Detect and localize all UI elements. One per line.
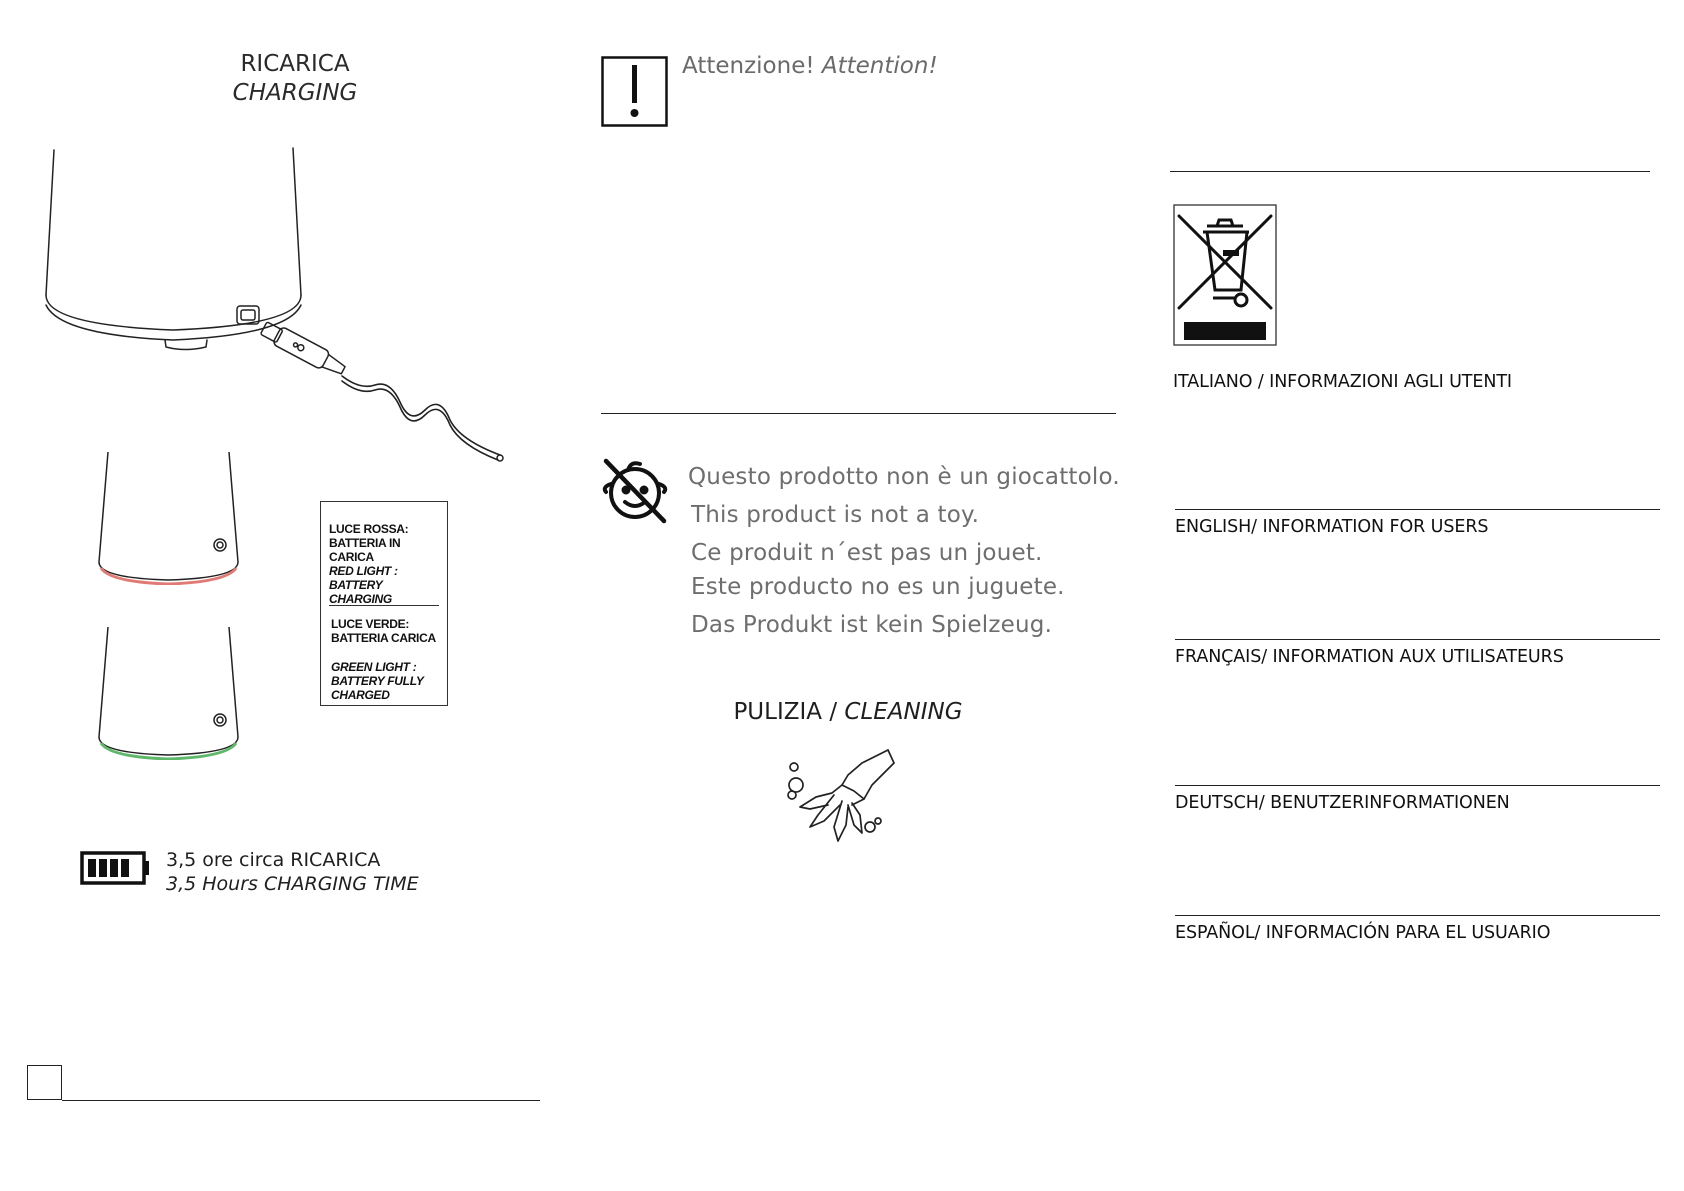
legend-red-it-line1: LUCE ROSSA: bbox=[329, 522, 409, 536]
legend-red-en-line1: RED LIGHT : bbox=[329, 564, 398, 578]
legend-green-en bbox=[331, 660, 447, 702]
legend-green-it bbox=[331, 617, 447, 645]
lang-italiano: ITALIANO / INFORMAZIONI AGLI UTENTI bbox=[1173, 372, 1512, 392]
page-number-box bbox=[27, 1065, 62, 1100]
lang-deutsch: DEUTSCH/ BENUTZERINFORMATIONEN bbox=[1175, 793, 1510, 813]
not-a-toy-de: Das Produkt ist kein Spielzeug. bbox=[691, 612, 1053, 638]
middle-rule bbox=[601, 413, 1116, 414]
lamp-red-light-illustration bbox=[90, 450, 250, 585]
light-legend-box bbox=[320, 501, 448, 706]
lamp-charging-illustration bbox=[30, 140, 520, 470]
legend-green-en-line2: BATTERY FULLY bbox=[331, 674, 424, 688]
attention-it: Attenzione! bbox=[682, 53, 815, 79]
charging-time-it: 3,5 ore circa RICARICA bbox=[166, 849, 381, 871]
charging-time-en: 3,5 Hours CHARGING TIME bbox=[166, 873, 419, 895]
legend-divider bbox=[329, 605, 439, 606]
lang-francais: FRANÇAIS/ INFORMATION AUX UTILISATEURS bbox=[1175, 647, 1564, 667]
not-a-toy-fr: Ce produit n´est pas un jouet. bbox=[691, 540, 1043, 566]
legend-red-it bbox=[329, 522, 445, 564]
legend-green-en-line1: GREEN LIGHT : bbox=[331, 660, 417, 674]
attention-heading bbox=[682, 53, 938, 79]
rule-english bbox=[1175, 509, 1660, 510]
legend-green-it-line1: LUCE VERDE: bbox=[331, 617, 410, 631]
battery-icon bbox=[80, 850, 152, 886]
legend-red-en bbox=[329, 564, 445, 606]
rule-francais bbox=[1175, 639, 1660, 640]
charging-title-it: RICARICA bbox=[240, 51, 350, 77]
legend-red-en-line2: BATTERY CHARGING bbox=[329, 578, 392, 606]
rule-deutsch bbox=[1175, 785, 1660, 786]
lamp-green-light-illustration bbox=[90, 625, 250, 760]
cleaning-it: PULIZIA / bbox=[733, 699, 845, 725]
legend-green-en-line3: CHARGED bbox=[331, 688, 390, 702]
weee-bin-icon bbox=[1173, 204, 1277, 346]
cleaning-icon bbox=[782, 745, 900, 845]
warning-icon bbox=[601, 56, 669, 128]
attention-en: Attention! bbox=[821, 53, 938, 79]
no-children-icon bbox=[598, 453, 670, 525]
charging-time bbox=[166, 848, 419, 896]
lang-english: ENGLISH/ INFORMATION FOR USERS bbox=[1175, 517, 1489, 537]
cleaning-en: CLEANING bbox=[844, 699, 963, 725]
legend-green-it-line2: BATTERIA CARICA bbox=[331, 631, 436, 645]
cleaning-heading bbox=[690, 699, 1006, 725]
right-top-rule bbox=[1170, 171, 1650, 172]
not-a-toy-it: Questo prodotto non è un giocattolo. bbox=[688, 464, 1120, 490]
not-a-toy-en: This product is not a toy. bbox=[691, 502, 980, 528]
not-a-toy-es: Este producto no es un juguete. bbox=[691, 574, 1065, 600]
footer-rule bbox=[62, 1100, 540, 1101]
not-a-toy-list bbox=[688, 459, 1120, 643]
legend-red-it-line2: BATTERIA IN CARICA bbox=[329, 536, 401, 564]
charging-title bbox=[195, 50, 395, 108]
lang-espanol: ESPAÑOL/ INFORMACIÓN PARA EL USUARIO bbox=[1175, 923, 1551, 943]
charging-title-en: CHARGING bbox=[232, 80, 358, 106]
rule-espanol bbox=[1175, 915, 1660, 916]
